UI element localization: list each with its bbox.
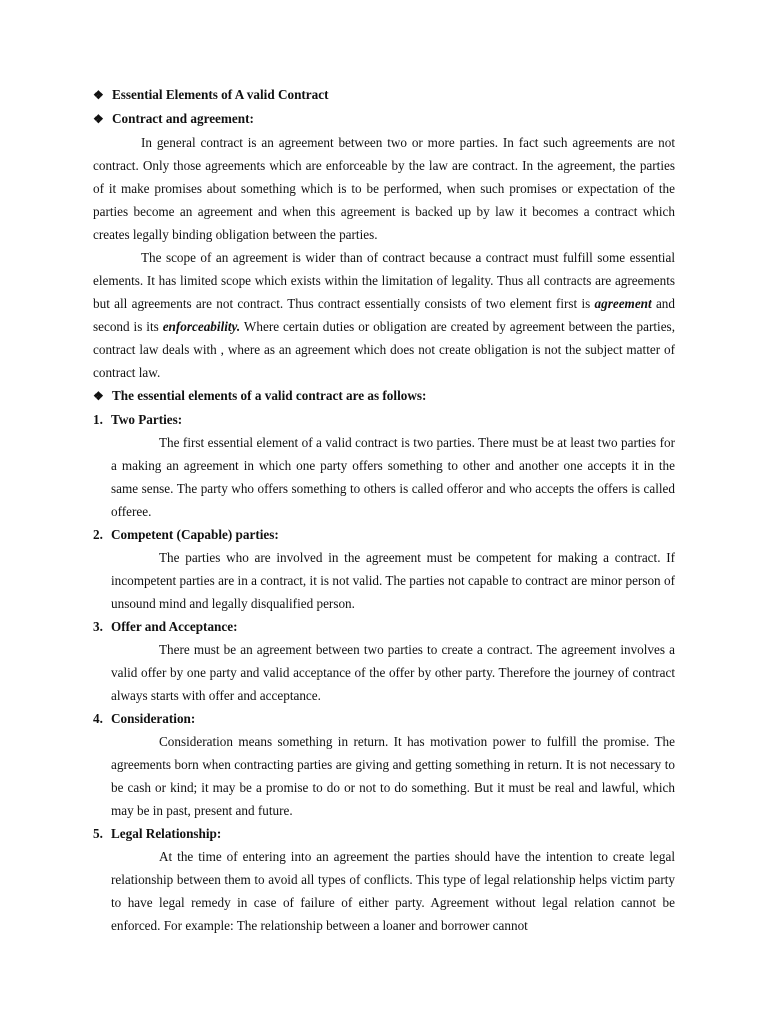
item-heading-text: Offer and Acceptance: (111, 619, 238, 634)
paragraph-scope-part2: and second is its (93, 296, 675, 334)
item-heading-text: Two Parties: (111, 412, 183, 427)
item-text: The parties who are involved in the agreement must be competent for making a contract. If incompetent parties are in a contract, it is not valid. The parties not capable to contract are minor person of unsound mind and legally disqualified person. (111, 550, 675, 611)
item-text: There must be an agreement between two parties to create a contract. The agreement involves a valid offer by one party and valid acceptance of the offer by other party. Therefore the journey of contract always starts with offer and acceptance. (111, 642, 675, 703)
item-text: Consideration means something in return. It has motivation power to fulfill the promise. The agreements born when contracting parties are giving and getting something in return. It is not necessary to be cash or kind; it may be a promise to do or not to do something. But it must be real and lawful, which may be in past, present and future. (111, 734, 675, 818)
list-item (93, 615, 675, 707)
document-content (93, 83, 675, 937)
diamond-bullet-icon: ❖ (93, 389, 104, 403)
section-heading-text: The essential elements of a valid contract are as follows: (112, 388, 427, 403)
item-number: 5. (93, 826, 103, 841)
item-heading (93, 523, 675, 546)
paragraph-scope-part3: Where certain duties or obligation are created by agreement between the parties, contract law deals with , where as an agreement which does not create obligation is not the subject matter of contract law. (93, 319, 675, 380)
item-number: 1. (93, 412, 103, 427)
diamond-bullet-icon: ❖ (93, 112, 104, 126)
item-heading-text: Legal Relationship: (111, 826, 222, 841)
item-text: The first essential element of a valid contract is two parties. There must be at least two parties for a making an agreement in which one party offers something to other and another one accepts it in the same sense. The party who offers something to others is called offeror and who accepts the offers is called offeree. (111, 435, 675, 519)
item-text: At the time of entering into an agreement the parties should have the intention to create legal relationship between them to avoid all types of conflicts. This type of legal relationship helps victim party to have legal remedy in case of failure of either party. Agreement without legal relation cannot be enforced. For example: The relationship between a loaner and borrower cannot (111, 849, 675, 933)
section-heading-contract (93, 107, 675, 131)
item-number: 3. (93, 619, 103, 634)
item-heading (93, 822, 675, 845)
paragraph-scope (93, 246, 675, 384)
list-item (93, 408, 675, 523)
document-title (93, 83, 675, 107)
item-heading-text: Competent (Capable) parties: (111, 527, 279, 542)
item-heading (93, 707, 675, 730)
item-heading (93, 408, 675, 431)
item-number: 4. (93, 711, 103, 726)
title-text: Essential Elements of A valid Contract (112, 87, 329, 102)
item-heading-text: Consideration: (111, 711, 196, 726)
diamond-bullet-icon: ❖ (93, 88, 104, 102)
item-heading (93, 615, 675, 638)
item-number: 2. (93, 527, 103, 542)
paragraph-contract-definition: In general contract is an agreement between two or more parties. In fact such agreements are not contract. Only those agreements which are enforceable by the law are contract. In the agreement, the parties of it make promises about something which is to be performed, when such promises or expectation of the parties become an agreement and when this agreement is backed up by law it becomes a contract which creates legally binding obligation between the parties. (93, 135, 675, 242)
emphasis-agreement: agreement (594, 296, 652, 311)
list-item (93, 822, 675, 937)
section-heading-text: Contract and agreement: (112, 111, 254, 126)
list-item (93, 707, 675, 822)
paragraph-scope-part1: The scope of an agreement is wider than of contract because a contract must fulfill some essential elements. It has limited scope which exists within the limitation of legality. Thus all contracts are agreements but all agreements are not contract. Thus contract essentially consists of two element first is (93, 250, 675, 311)
emphasis-enforceability: enforceability. (162, 319, 241, 334)
list-item (93, 523, 675, 615)
section-heading-essential-elements (93, 384, 675, 408)
